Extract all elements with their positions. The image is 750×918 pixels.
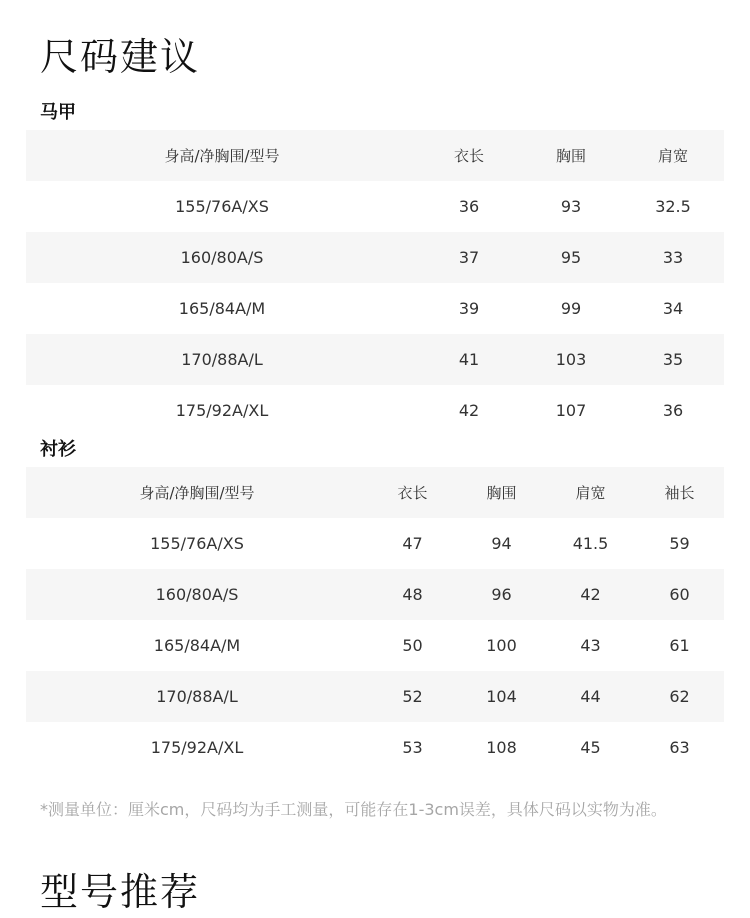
size-cell: 160/80A/S bbox=[180, 248, 264, 267]
chest-cell: 94 bbox=[491, 534, 512, 553]
table-row bbox=[26, 181, 724, 232]
length-cell: 39 bbox=[458, 299, 480, 318]
vest-size-table bbox=[26, 130, 724, 436]
table-row bbox=[26, 232, 724, 283]
measurement-footnote: *测量单位：厘米cm，尺码均为手工测量，可能存在1-3cm误差，具体尺码以实物为准。 bbox=[40, 800, 667, 819]
chest-cell: 93 bbox=[560, 197, 582, 216]
sleeve-cell: 61 bbox=[669, 636, 690, 655]
table-row bbox=[26, 620, 724, 671]
table-row bbox=[26, 283, 724, 334]
table-row bbox=[26, 569, 724, 620]
length-cell: 41 bbox=[458, 350, 480, 369]
page-title: 尺码建议 bbox=[40, 35, 201, 80]
sleeve-cell: 63 bbox=[669, 738, 690, 757]
shoulder-cell: 41.5 bbox=[572, 534, 609, 553]
length-cell: 36 bbox=[458, 197, 480, 216]
table-row bbox=[26, 671, 724, 722]
size-cell: 155/76A/XS bbox=[150, 534, 244, 553]
chest-cell: 103 bbox=[555, 350, 587, 369]
table-row bbox=[26, 385, 724, 436]
size-cell: 170/88A/L bbox=[156, 687, 238, 706]
column-header: 胸围 bbox=[486, 484, 517, 502]
length-cell: 42 bbox=[458, 401, 480, 420]
vest-section-title: 马甲 bbox=[40, 102, 76, 123]
column-header: 衣长 bbox=[453, 147, 484, 165]
length-cell: 37 bbox=[458, 248, 480, 267]
table-row bbox=[26, 722, 724, 773]
length-cell: 48 bbox=[402, 585, 423, 604]
chest-cell: 99 bbox=[560, 299, 582, 318]
chest-cell: 95 bbox=[560, 248, 582, 267]
shoulder-cell: 33 bbox=[662, 248, 684, 267]
size-cell: 170/88A/L bbox=[181, 350, 263, 369]
sleeve-cell: 62 bbox=[669, 687, 690, 706]
size-cell: 155/76A/XS bbox=[175, 197, 269, 216]
chest-cell: 108 bbox=[486, 738, 517, 757]
shoulder-cell: 32.5 bbox=[655, 197, 691, 216]
shirt-size-table bbox=[26, 467, 724, 773]
length-cell: 52 bbox=[402, 687, 423, 706]
size-cell: 165/84A/M bbox=[178, 299, 266, 318]
chest-cell: 107 bbox=[555, 401, 587, 420]
size-cell: 175/92A/XL bbox=[150, 738, 244, 757]
length-cell: 47 bbox=[402, 534, 423, 553]
table-row bbox=[26, 518, 724, 569]
column-header: 肩宽 bbox=[575, 484, 606, 502]
column-header: 胸围 bbox=[555, 147, 586, 165]
chest-cell: 96 bbox=[491, 585, 512, 604]
sleeve-cell: 60 bbox=[669, 585, 690, 604]
size-cell: 160/80A/S bbox=[155, 585, 239, 604]
shoulder-cell: 36 bbox=[662, 401, 684, 420]
table-header-row bbox=[26, 130, 724, 181]
table-row bbox=[26, 334, 724, 385]
column-header: 身高/净胸围/型号 bbox=[139, 484, 255, 502]
shoulder-cell: 43 bbox=[580, 636, 601, 655]
table-header-row bbox=[26, 467, 724, 518]
shoulder-cell: 44 bbox=[580, 687, 601, 706]
shoulder-cell: 35 bbox=[662, 350, 684, 369]
column-header: 袖长 bbox=[664, 484, 695, 502]
size-cell: 165/84A/M bbox=[153, 636, 241, 655]
column-header: 衣长 bbox=[397, 484, 428, 502]
shirt-section-title: 衬衫 bbox=[40, 439, 76, 460]
shoulder-cell: 42 bbox=[580, 585, 601, 604]
size-cell: 175/92A/XL bbox=[175, 401, 269, 420]
column-header: 身高/净胸围/型号 bbox=[164, 147, 280, 165]
shoulder-cell: 34 bbox=[662, 299, 684, 318]
sleeve-cell: 59 bbox=[669, 534, 690, 553]
length-cell: 50 bbox=[402, 636, 423, 655]
column-header: 肩宽 bbox=[657, 147, 688, 165]
length-cell: 53 bbox=[402, 738, 423, 757]
chest-cell: 104 bbox=[486, 687, 517, 706]
next-section-heading: 型号推荐 bbox=[40, 870, 201, 914]
chest-cell: 100 bbox=[486, 636, 517, 655]
shoulder-cell: 45 bbox=[580, 738, 601, 757]
